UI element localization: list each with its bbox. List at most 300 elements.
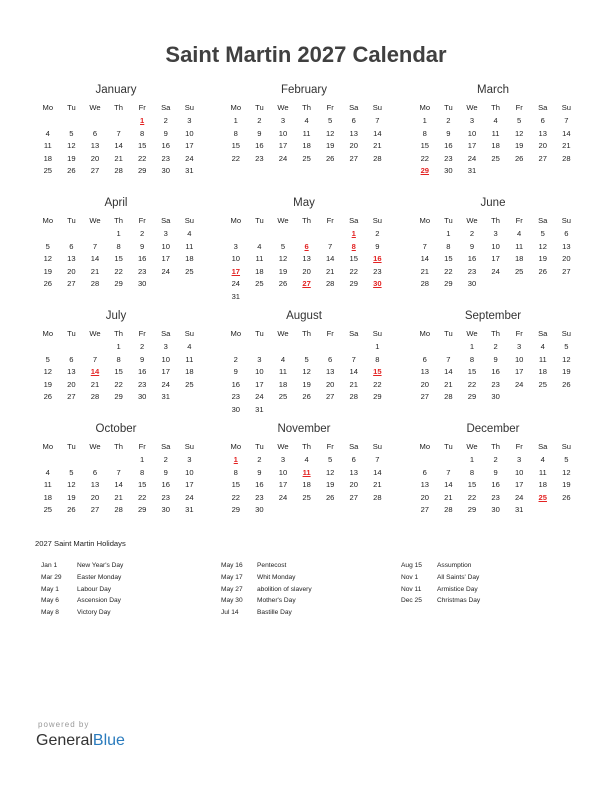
calendar-day: 18	[302, 480, 311, 490]
weekday-header: Mo	[42, 216, 54, 225]
holiday-row	[41, 560, 216, 572]
holiday-name: Bastille Day	[257, 609, 292, 617]
calendar-day: 7	[375, 455, 380, 464]
month-name: April	[104, 197, 128, 209]
weekday-header: Sa	[538, 329, 548, 338]
calendar-day: 8	[469, 467, 475, 477]
weekday-header: We	[466, 216, 478, 225]
holiday-name: Mother's Day	[257, 597, 296, 605]
weekday-header: Fr	[326, 216, 334, 225]
calendar-day: 15	[349, 254, 358, 264]
holiday-day: 6	[304, 241, 309, 251]
weekday-header: Su	[184, 329, 194, 338]
holiday-name: New Year's Day	[77, 562, 124, 569]
calendar-day: 16	[161, 480, 170, 490]
calendar-day: 14	[420, 254, 430, 264]
holiday-day: 1	[351, 229, 356, 238]
calendar-day: 2	[257, 455, 262, 464]
weekday-header: Mo	[230, 442, 242, 451]
calendar-day: 2	[493, 342, 498, 351]
calendar-day: 4	[45, 467, 50, 477]
holiday-name: Labour Day	[77, 585, 112, 593]
calendar-day: 5	[45, 241, 50, 251]
month-name: July	[105, 310, 127, 322]
calendar-day: 18	[43, 492, 53, 502]
calendar-day: 23	[161, 492, 170, 502]
month-name: February	[280, 84, 328, 96]
calendar-day: 16	[491, 367, 500, 377]
empty-day	[60, 341, 84, 354]
calendar-day: 3	[257, 354, 262, 364]
calendar-day: 13	[302, 254, 311, 264]
calendar-day: 29	[467, 392, 477, 402]
calendar-day: 12	[67, 141, 76, 151]
calendar-day: 29	[349, 279, 358, 289]
calendar-day: 14	[114, 480, 123, 490]
calendar-day: 15	[467, 367, 477, 377]
calendar-day: 11	[538, 354, 547, 364]
weekday-header: Th	[302, 216, 312, 225]
holiday-date: May 27	[221, 585, 243, 593]
calendar-day: 27	[349, 153, 358, 163]
weekday-header: We	[277, 442, 289, 451]
empty-day	[224, 228, 248, 241]
calendar-day: 13	[420, 367, 430, 377]
weekday-header: Fr	[326, 329, 334, 338]
calendar-day: 24	[467, 153, 477, 163]
calendar-day: 10	[278, 467, 288, 477]
calendar-day: 26	[302, 392, 311, 402]
calendar-day: 2	[257, 116, 262, 125]
calendar-day: 30	[137, 279, 147, 289]
holiday-name: Whit Monday	[257, 573, 296, 581]
calendar-day: 21	[114, 153, 123, 163]
calendar-day: 20	[349, 141, 358, 151]
month-day-grid	[36, 101, 196, 178]
calendar-day: 30	[255, 505, 264, 515]
holiday-day: 8	[351, 241, 356, 251]
calendar-day: 22	[114, 379, 123, 389]
weekday-header: Sa	[538, 216, 548, 225]
calendar-day: 24	[255, 392, 264, 402]
calendar-day: 14	[373, 128, 382, 138]
holiday-day: 1	[140, 116, 145, 125]
calendar-day: 19	[67, 153, 76, 163]
calendar-day: 26	[562, 492, 571, 502]
month-june	[413, 195, 573, 291]
month-name: December	[466, 423, 520, 435]
calendar-day: 2	[469, 229, 475, 238]
calendar-day: 17	[278, 141, 288, 151]
calendar-day: 8	[375, 354, 380, 364]
calendar-day: 4	[540, 455, 545, 464]
calendar-day: 29	[467, 505, 477, 515]
calendar-day: 6	[540, 116, 545, 125]
calendar-day: 24	[161, 379, 170, 389]
calendar-day: 18	[43, 153, 53, 163]
calendar-day: 11	[491, 128, 500, 138]
calendar-day: 3	[517, 455, 522, 464]
calendar-day: 8	[233, 467, 238, 477]
calendar-day: 25	[491, 153, 500, 163]
calendar-day: 1	[116, 229, 121, 238]
weekday-header: Su	[561, 329, 571, 338]
weekday-header: Sa	[349, 329, 359, 338]
holiday-row	[41, 595, 216, 607]
calendar-day: 29	[137, 166, 147, 176]
calendar-day: 21	[114, 492, 123, 502]
calendar-day: 6	[92, 128, 98, 138]
weekday-header: Th	[114, 216, 124, 225]
calendar-day: 10	[491, 241, 500, 251]
weekday-header: Fr	[138, 103, 146, 112]
calendar-day: 24	[185, 492, 194, 502]
holiday-name: All Saints' Day	[437, 573, 480, 581]
calendar-day: 1	[375, 342, 380, 351]
calendar-day: 10	[185, 467, 194, 477]
holiday-name: Pentecost	[257, 562, 287, 569]
holiday-row	[221, 560, 396, 572]
calendar-day: 8	[116, 241, 121, 251]
calendar-day: 30	[161, 166, 170, 176]
calendar-day: 25	[538, 379, 547, 389]
calendar-day: 8	[469, 354, 475, 364]
calendar-day: 2	[163, 116, 168, 125]
weekday-header: Fr	[138, 329, 146, 338]
month-january	[36, 82, 196, 178]
month-day-grid	[413, 214, 573, 291]
calendar-day: 22	[349, 266, 358, 276]
month-july	[36, 308, 196, 404]
calendar-day: 27	[562, 266, 571, 276]
empty-day	[36, 228, 60, 241]
holiday-row	[41, 584, 216, 596]
calendar-day: 23	[255, 492, 264, 502]
weekday-header: Tu	[444, 216, 453, 225]
weekday-header: Tu	[255, 216, 264, 225]
calendar-day: 15	[231, 480, 241, 490]
empty-day	[342, 341, 366, 354]
calendar-day: 16	[491, 480, 500, 490]
calendar-day: 6	[422, 354, 427, 364]
calendar-day: 18	[538, 480, 547, 490]
calendar-day: 15	[137, 480, 147, 490]
empty-day	[36, 115, 60, 128]
calendar-day: 30	[231, 404, 241, 414]
weekday-header: We	[89, 103, 101, 112]
weekday-header: Th	[114, 103, 124, 112]
calendar-day: 19	[43, 266, 53, 276]
calendar-day: 25	[43, 505, 53, 515]
empty-day	[60, 115, 84, 128]
calendar-day: 14	[114, 141, 123, 151]
calendar-day: 25	[185, 379, 194, 389]
calendar-day: 10	[467, 128, 477, 138]
calendar-day: 5	[69, 467, 74, 477]
calendar-day: 6	[69, 241, 74, 251]
calendar-day: 4	[280, 354, 286, 364]
calendar-day: 9	[140, 354, 145, 364]
calendar-day: 5	[328, 455, 333, 464]
calendar-day: 4	[257, 241, 262, 251]
calendar-day: 19	[325, 141, 335, 151]
calendar-day: 14	[90, 254, 100, 264]
calendar-day: 24	[231, 279, 241, 289]
weekday-header: Su	[184, 442, 194, 451]
calendar-day: 18	[255, 266, 264, 276]
calendar-day: 31	[231, 291, 241, 301]
calendar-day: 20	[349, 480, 358, 490]
calendar-day: 10	[161, 241, 170, 251]
calendar-day: 11	[538, 467, 547, 477]
calendar-day: 25	[185, 266, 194, 276]
calendar-day: 27	[349, 492, 358, 502]
month-day-grid	[36, 214, 196, 291]
holiday-day: 11	[302, 467, 311, 477]
weekday-header: Mo	[419, 103, 431, 112]
calendar-day: 27	[325, 392, 335, 402]
empty-day	[36, 454, 60, 467]
calendar-day: 5	[280, 241, 286, 251]
holiday-day: 25	[538, 492, 547, 502]
calendar-day: 11	[185, 354, 194, 364]
weekday-header: Sa	[161, 216, 171, 225]
empty-day	[271, 228, 295, 241]
calendar-day: 18	[491, 141, 500, 151]
holiday-day: 27	[302, 279, 311, 289]
calendar-day: 14	[325, 254, 335, 264]
weekday-header: Tu	[67, 216, 76, 225]
holiday-day: 1	[233, 455, 238, 464]
calendar-day: 27	[67, 279, 76, 289]
calendar-day: 29	[137, 505, 147, 515]
holiday-name: abolition of slavery	[257, 585, 312, 593]
calendar-day: 10	[161, 354, 170, 364]
empty-day	[318, 341, 342, 354]
weekday-header: Sa	[161, 329, 171, 338]
calendar-day: 1	[469, 342, 475, 351]
weekday-header: Th	[302, 442, 312, 451]
weekday-header: Fr	[515, 103, 523, 112]
holiday-date: Jan 1	[41, 562, 58, 569]
holiday-row	[221, 595, 396, 607]
calendar-day: 19	[278, 266, 288, 276]
calendar-day: 18	[538, 367, 547, 377]
calendar-day: 15	[114, 254, 123, 264]
holiday-date: May 1	[41, 585, 59, 593]
holiday-day: 16	[373, 254, 382, 264]
calendar-day: 13	[349, 128, 358, 138]
calendar-day: 26	[43, 392, 53, 402]
calendar-day: 7	[116, 128, 121, 138]
calendar-day: 6	[422, 467, 427, 477]
weekday-header: We	[277, 216, 289, 225]
calendar-day: 20	[538, 141, 547, 151]
holiday-row	[41, 607, 216, 619]
holiday-day: 30	[373, 279, 382, 289]
calendar-day: 22	[114, 266, 123, 276]
calendar-day: 26	[325, 153, 335, 163]
calendar-day: 17	[161, 254, 170, 264]
calendar-day: 28	[444, 392, 453, 402]
calendar-day: 29	[114, 392, 123, 402]
month-day-grid	[36, 440, 196, 517]
holiday-column	[401, 560, 576, 607]
calendar-day: 30	[137, 392, 147, 402]
calendar-day: 11	[515, 241, 524, 251]
weekday-header: Tu	[444, 103, 453, 112]
weekday-header: Su	[184, 216, 194, 225]
calendar-day: 31	[185, 166, 194, 176]
calendar-day: 1	[446, 229, 451, 238]
weekday-header: Mo	[42, 329, 54, 338]
calendar-day: 26	[325, 492, 335, 502]
generalblue-logo[interactable]	[36, 732, 125, 750]
month-december	[413, 421, 573, 517]
calendar-day: 15	[137, 141, 147, 151]
calendar-day: 18	[278, 379, 288, 389]
month-october	[36, 421, 196, 517]
calendar-day: 21	[90, 266, 100, 276]
calendar-day: 11	[43, 480, 52, 490]
calendar-day: 31	[185, 505, 194, 515]
empty-day	[83, 454, 107, 467]
calendar-day: 20	[67, 266, 76, 276]
calendar-day: 27	[90, 166, 100, 176]
empty-day	[107, 115, 131, 128]
calendar-day: 19	[562, 480, 571, 490]
weekday-header: Th	[491, 442, 501, 451]
calendar-day: 31	[255, 404, 264, 414]
calendar-day: 26	[67, 166, 76, 176]
calendar-day: 22	[231, 153, 241, 163]
empty-day	[36, 341, 60, 354]
calendar-day: 4	[187, 342, 192, 351]
calendar-day: 15	[114, 367, 123, 377]
calendar-day: 23	[137, 379, 147, 389]
month-february	[224, 82, 384, 165]
calendar-day: 7	[375, 116, 380, 125]
holiday-day: 29	[420, 166, 430, 176]
calendar-day: 12	[43, 367, 53, 377]
calendar-day: 3	[280, 116, 286, 125]
weekday-header: Sa	[538, 442, 548, 451]
calendar-day: 25	[514, 266, 524, 276]
month-may	[224, 195, 384, 304]
calendar-day: 16	[444, 141, 453, 151]
calendar-day: 28	[420, 279, 430, 289]
calendar-day: 13	[67, 254, 76, 264]
weekday-header: Fr	[515, 329, 523, 338]
weekday-header: Th	[114, 442, 124, 451]
weekday-header: Th	[302, 329, 312, 338]
calendar-day: 11	[43, 141, 52, 151]
calendar-day: 14	[373, 467, 382, 477]
empty-day	[83, 115, 107, 128]
calendar-day: 12	[43, 254, 53, 264]
calendar-day: 1	[469, 455, 475, 464]
weekday-header: Mo	[42, 103, 54, 112]
calendar-day: 2	[140, 342, 145, 351]
holiday-row	[401, 572, 576, 584]
holiday-day: 14	[90, 367, 100, 377]
month-name: May	[293, 197, 315, 209]
brand-general: General	[36, 732, 93, 749]
calendar-day: 11	[279, 367, 287, 377]
calendar-day: 12	[325, 128, 335, 138]
calendar-day: 5	[564, 455, 569, 464]
calendar-day: 10	[255, 367, 264, 377]
calendar-day: 1	[233, 116, 238, 125]
calendar-day: 25	[255, 279, 264, 289]
month-day-grid	[224, 101, 384, 165]
calendar-day: 31	[467, 166, 477, 176]
weekday-header: Mo	[42, 442, 54, 451]
calendar-day: 9	[140, 241, 145, 251]
calendar-day: 9	[257, 467, 262, 477]
calendar-day: 4	[304, 116, 309, 125]
weekday-header: Th	[302, 103, 312, 112]
weekday-header: We	[466, 442, 478, 451]
calendar-day: 26	[278, 279, 288, 289]
holiday-row	[401, 595, 576, 607]
calendar-day: 1	[422, 116, 427, 125]
month-name: March	[477, 84, 509, 96]
calendar-day: 2	[233, 354, 238, 364]
calendar-day: 7	[328, 241, 333, 251]
calendar-day: 30	[491, 392, 500, 402]
calendar-day: 28	[90, 279, 100, 289]
calendar-day: 5	[304, 354, 309, 364]
holiday-row	[401, 584, 576, 596]
calendar-day: 28	[90, 392, 100, 402]
calendar-day: 11	[302, 128, 311, 138]
month-name: January	[95, 84, 137, 96]
calendar-day: 25	[302, 492, 311, 502]
calendar-day: 25	[278, 392, 288, 402]
calendar-day: 14	[562, 128, 571, 138]
calendar-day: 10	[231, 254, 241, 264]
calendar-day: 2	[446, 116, 451, 125]
calendar-day: 20	[302, 266, 311, 276]
calendar-day: 29	[231, 505, 241, 515]
calendar-day: 5	[517, 116, 522, 125]
calendar-day: 28	[562, 153, 571, 163]
calendar-day: 5	[328, 116, 333, 125]
empty-day	[271, 341, 295, 354]
calendar-day: 28	[325, 279, 335, 289]
holiday-date: Aug 15	[401, 562, 422, 569]
empty-day	[413, 228, 437, 241]
calendar-day: 2	[375, 229, 380, 238]
weekday-header: Fr	[515, 216, 523, 225]
weekday-header: Su	[372, 442, 382, 451]
holiday-date: May 8	[41, 609, 59, 617]
calendar-day: 19	[538, 254, 547, 264]
calendar-day: 22	[467, 379, 477, 389]
calendar-day: 17	[161, 367, 170, 377]
calendar-day: 12	[538, 241, 547, 251]
calendar-day: 16	[255, 480, 264, 490]
calendar-day: 20	[90, 492, 100, 502]
calendar-day: 17	[255, 379, 264, 389]
calendar-day: 6	[328, 354, 333, 364]
calendar-day: 15	[467, 480, 477, 490]
weekday-header: Tu	[67, 442, 76, 451]
calendar-day: 23	[444, 153, 453, 163]
calendar-day: 9	[493, 354, 498, 364]
calendar-day: 3	[163, 229, 168, 238]
